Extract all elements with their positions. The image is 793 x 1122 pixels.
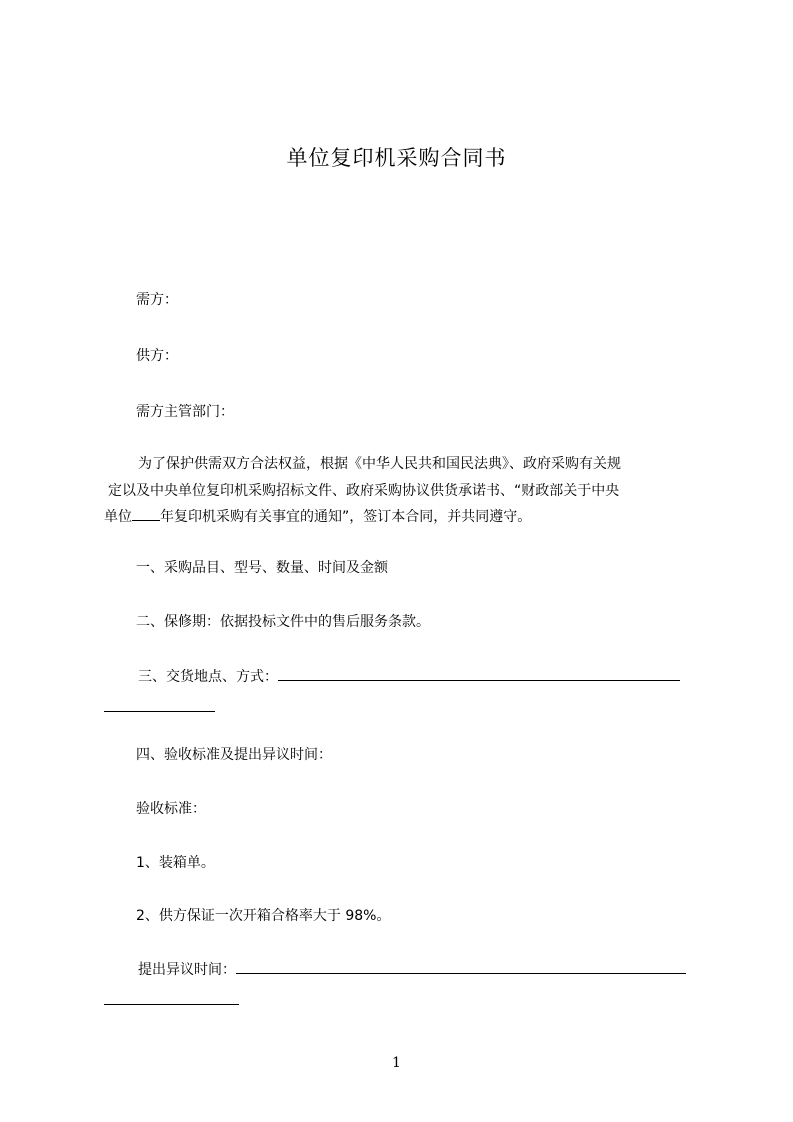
preamble-line: 为了保护供需双方合法权益，根据《中华人民共和国民法典》、政府采购有关规 (138, 456, 621, 472)
page-number: 1 (392, 1055, 401, 1071)
acceptance-label: 验收标准： (136, 801, 206, 817)
preamble-text: 单位 (104, 509, 132, 525)
acceptance-item-1: 1、装箱单。 (136, 855, 215, 871)
supplier-field: 供方： (136, 348, 178, 364)
section-3-label: 三、交货地点、方式： (138, 669, 278, 685)
buyer-field: 需方： (136, 292, 178, 308)
section-2: 二、保修期：依据投标文件中的售后服务条款。 (136, 614, 430, 630)
section-1: 一、采购品目、型号、数量、时间及金额 (136, 560, 388, 576)
preamble-line: 定以及中央单位复印机采购招标文件、政府采购协议供货承诺书、“财政部关于中央 (108, 482, 620, 499)
section-3 (104, 664, 704, 721)
objection-time (104, 957, 704, 1014)
delivery-blank-cont (104, 695, 215, 712)
section-4: 四、验收标准及提出异议时间： (136, 747, 332, 763)
buyer-dept-field: 需方主管部门： (136, 404, 234, 420)
document-title: 单位复印机采购合同书 (286, 146, 507, 170)
year-blank (132, 504, 160, 521)
objection-blank-cont (104, 988, 239, 1005)
preamble-line (104, 504, 704, 531)
objection-label: 提出异议时间： (138, 962, 236, 978)
preamble-text: 年复印机采购有关事宜的通知”，签订本合同，并共同遵守。 (160, 509, 532, 525)
acceptance-item-2: 2、供方保证一次开箱合格率大于 98%。 (136, 908, 391, 924)
preamble-paragraph (104, 451, 704, 531)
delivery-blank (278, 664, 680, 681)
objection-blank (236, 957, 686, 974)
